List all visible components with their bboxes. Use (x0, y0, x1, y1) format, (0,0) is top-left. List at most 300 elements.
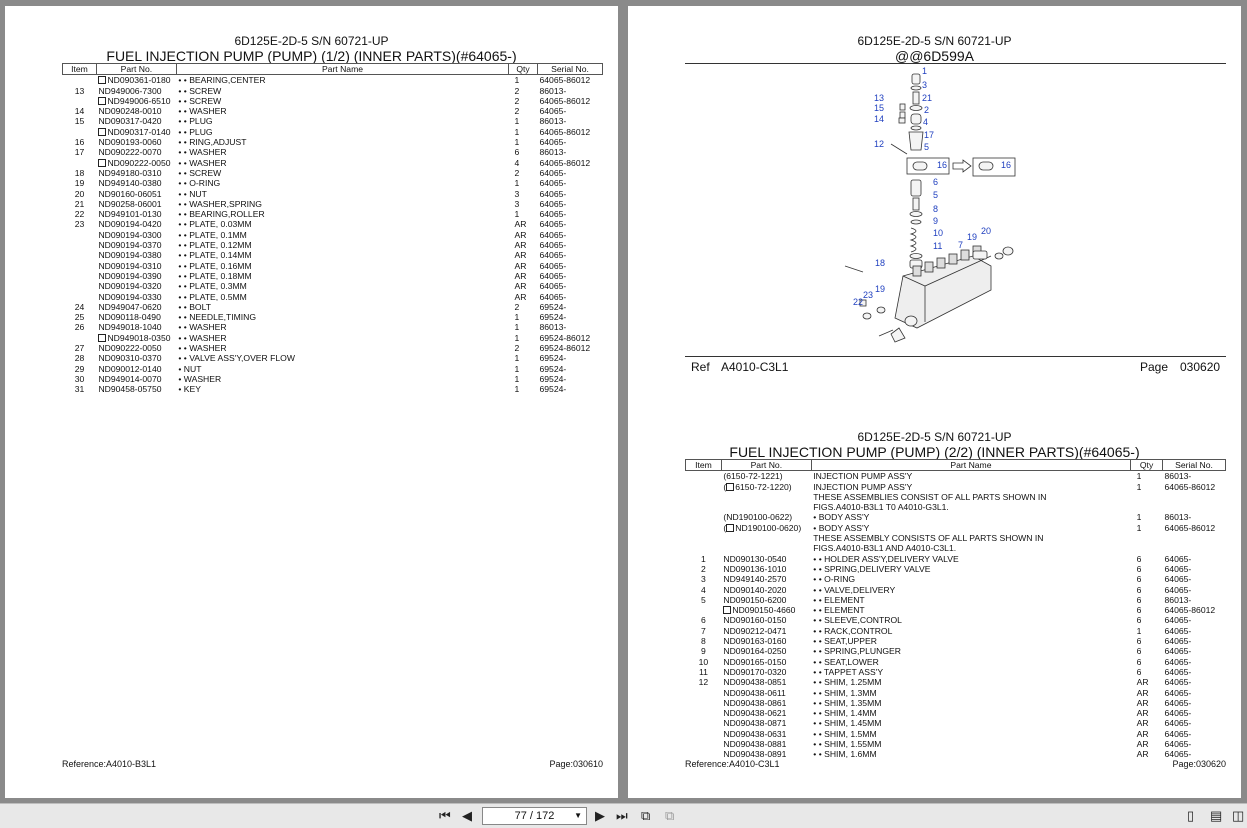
part-name-cell: • • BEARING,ROLLER (178, 209, 265, 220)
qty-cell: AR (1136, 728, 1149, 739)
diagram-callout-label: 16 (1001, 160, 1012, 170)
page-number-select[interactable] (482, 807, 587, 825)
serial-cell: 64065- (1164, 687, 1192, 698)
part-number-cell (96, 137, 176, 147)
part-number: ND090222-0050 (98, 343, 162, 354)
qty-cell: 6 (1136, 615, 1142, 626)
qty-cell: 6 (1136, 666, 1142, 677)
rotate-view-icon[interactable]: ⧉ (641, 808, 651, 823)
part-name-cell: • • SEAT,UPPER (813, 636, 877, 647)
diagram-callout-label: 13 (874, 93, 885, 103)
part-number: ND190100-0620) (735, 522, 802, 533)
checkbox-square-icon (98, 334, 106, 342)
continuous-view-icon[interactable]: ▤ (1210, 808, 1223, 823)
diagram-callout-label: 14 (874, 114, 885, 124)
table-row (686, 667, 1226, 677)
part-name-cell: • • PLATE, 0.1MM (178, 229, 247, 240)
part-name-cell: • KEY (178, 384, 201, 395)
part-name-cell: • • O-RING (178, 178, 221, 189)
part-number-cell (721, 615, 811, 625)
qty-cell: 3 (514, 198, 520, 209)
part-number-cell (96, 364, 176, 374)
qty-cell: AR (514, 291, 527, 302)
part-number: ND90258-06001 (98, 198, 162, 209)
part-number: ND090193-0060 (98, 137, 162, 148)
qty-cell: 2 (514, 106, 520, 117)
part-number-cell (96, 333, 176, 343)
table-row (686, 543, 1226, 553)
part-name-cell: • • PLUG (178, 126, 213, 137)
page-header-model: 6D125E-2D-5 S/N 60721-UP (857, 430, 1012, 444)
serial-cell: 64065- (539, 250, 567, 261)
diagram-header-model: 6D125E-2D-5 S/N 60721-UP (857, 34, 1012, 48)
part-number-cell (96, 178, 176, 188)
part-name-cell: • • WASHER (178, 332, 227, 343)
part-number-cell (721, 543, 811, 553)
serial-cell: 64065- (1164, 656, 1192, 667)
part-number-cell (96, 75, 176, 86)
footer-page: Page:030620 (1172, 759, 1226, 769)
item-cell: 2 (701, 563, 706, 574)
thumbnail-view-icon[interactable]: ⧉ (665, 808, 675, 823)
item-cell: 19 (74, 178, 85, 189)
serial-cell: 86013- (1164, 594, 1192, 605)
serial-cell (1163, 492, 1226, 502)
part-number-cell (96, 292, 176, 302)
part-number-cell (721, 677, 811, 687)
serial-cell (1163, 502, 1226, 512)
viewer-toolbar (0, 803, 1247, 828)
table-row (63, 281, 603, 291)
table-header-row (686, 460, 1226, 471)
qty-cell: 1 (1136, 481, 1142, 492)
serial-cell: 64065- (539, 106, 567, 117)
qty-cell: 1 (514, 75, 520, 86)
checkbox-square-icon (98, 76, 106, 84)
item-cell: 8 (701, 636, 706, 647)
part-name-cell: • • SHIM, 1.55MM (813, 739, 882, 750)
part-number-cell (96, 189, 176, 199)
part-number-cell (96, 116, 176, 126)
part-number-cell (721, 471, 811, 482)
checkbox-square-icon (723, 606, 731, 614)
table-row (63, 106, 603, 116)
ref-value: A4010-C3L1 (721, 360, 789, 374)
qty-cell: 6 (1136, 553, 1142, 564)
item-cell: 24 (74, 301, 85, 312)
part-number-cell (721, 492, 811, 502)
qty-cell: 1 (514, 137, 520, 148)
serial-cell: 64065- (539, 219, 567, 230)
diagram-code: @@6D599A (894, 48, 975, 64)
table-row (63, 86, 603, 96)
diagram-callout-label: 11 (933, 241, 943, 251)
qty-cell: AR (1136, 749, 1149, 760)
table-row (686, 729, 1226, 739)
diagram-callout-label: 3 (922, 80, 928, 90)
serial-cell: 64065- (539, 229, 567, 240)
part-name-cell: • • SEAT,LOWER (813, 656, 879, 667)
serial-cell: 64065- (1164, 708, 1192, 719)
serial-cell: 86013- (539, 85, 567, 96)
part-number: ND949018-0350 (107, 332, 171, 343)
serial-cell: 64065- (1164, 584, 1192, 595)
part-name-cell: • • VALVE,DELIVERY (813, 584, 896, 595)
item-cell (63, 292, 97, 302)
table-row (63, 219, 603, 229)
footer-page: Page:030610 (549, 759, 603, 769)
qty-cell: 1 (1136, 471, 1142, 482)
table-row (686, 585, 1226, 595)
part-name-cell: • • PLATE, 0.12MM (178, 240, 252, 251)
part-name-cell: • • SCREW (178, 95, 222, 106)
prev-page-icon[interactable]: ◀ (462, 808, 472, 823)
serial-cell: 64065- (539, 167, 567, 178)
part-number: ND090012-0140 (98, 363, 162, 374)
part-name-cell: • • ELEMENT (813, 594, 865, 605)
serial-cell: 64065- (1164, 625, 1192, 636)
part-number: ND090317-0140 (107, 126, 171, 137)
serial-cell: 86013- (539, 322, 567, 333)
table-row (63, 271, 603, 281)
serial-cell: 64065- (539, 188, 567, 199)
item-cell (686, 523, 722, 533)
page-label: Page (1140, 360, 1169, 374)
diagram-callout-label: 1 (922, 66, 928, 76)
item-cell: 16 (74, 137, 85, 148)
last-page-icon[interactable]: ⏭ (616, 808, 628, 823)
table-row (63, 343, 603, 353)
table-row (63, 322, 603, 332)
part-number-cell (721, 512, 811, 522)
serial-cell: 64065- (1164, 749, 1192, 760)
qty-cell: AR (514, 240, 527, 251)
item-cell (63, 75, 97, 86)
part-name-cell: • • NUT (178, 188, 207, 199)
item-cell: 17 (74, 147, 85, 158)
checkbox-square-icon (98, 159, 106, 167)
table-row (63, 312, 603, 322)
part-name-cell: • • SHIM, 1.3MM (813, 687, 877, 698)
part-number: ND090163-0160 (723, 636, 787, 647)
table-row (686, 482, 1226, 492)
part-number: (ND190100-0622) (723, 512, 793, 523)
item-cell: 23 (74, 219, 85, 230)
table-row (63, 230, 603, 240)
part-number-cell (96, 127, 176, 137)
qty-cell: 6 (514, 147, 520, 158)
part-name-cell: • • ELEMENT (813, 605, 865, 616)
part-name-cell: • • SHIM, 1.25MM (813, 677, 882, 688)
serial-cell: 64065- (539, 137, 567, 148)
item-cell: 4 (701, 584, 706, 595)
part-number: ND90458-05750 (98, 384, 162, 395)
qty-cell: 1 (1136, 522, 1142, 533)
qty-cell: 6 (1136, 636, 1142, 647)
part-name-cell: • • RING,ADJUST (178, 137, 247, 148)
serial-cell: 64065- (539, 209, 567, 220)
item-cell: 27 (74, 343, 85, 354)
serial-cell: 86013- (539, 116, 567, 127)
qty-cell: 6 (1136, 563, 1142, 574)
part-number: ND090194-0390 (98, 270, 162, 281)
part-name-cell: • BODY ASS'Y (813, 512, 870, 523)
serial-cell: 64065-86012 (1164, 522, 1216, 533)
part-number-cell (96, 250, 176, 260)
diagram-callout-label: 18 (875, 258, 886, 268)
qty-cell: 1 (514, 116, 520, 127)
qty-cell: 1 (514, 384, 520, 395)
part-number-cell (721, 595, 811, 605)
qty-cell: 4 (514, 157, 520, 168)
chevron-down-icon: ▼ (574, 811, 582, 820)
item-cell: 26 (74, 322, 85, 333)
item-cell: 7 (701, 625, 706, 636)
part-number-cell (96, 230, 176, 240)
part-name-cell: • • SHIM, 1.6MM (813, 749, 877, 760)
part-name-cell: • • WASHER,SPRING (178, 198, 262, 209)
table-row (63, 189, 603, 199)
part-name-cell: • • PLUG (178, 116, 213, 127)
part-name-cell: • • WASHER (178, 147, 227, 158)
column-header: Qty (509, 64, 538, 75)
qty-cell: 6 (1136, 584, 1142, 595)
item-cell (686, 729, 722, 739)
serial-cell (1163, 543, 1226, 553)
table-row (686, 708, 1226, 718)
part-name-cell: • • PLATE, 0.16MM (178, 260, 252, 271)
qty-cell: 6 (1136, 656, 1142, 667)
serial-cell: 64065- (1164, 563, 1192, 574)
item-cell (686, 708, 722, 718)
item-cell: 29 (74, 363, 85, 374)
part-number: ND090194-0420 (98, 219, 162, 230)
item-cell (686, 482, 722, 492)
part-number-cell (96, 353, 176, 363)
part-number: ND949047-0620 (98, 301, 162, 312)
table-row (63, 209, 603, 219)
part-number: ND090136-1010 (723, 563, 787, 574)
part-name-cell: • • PLATE, 0.3MM (178, 281, 247, 292)
part-prefix: ( (723, 481, 727, 492)
diagram-callout-label: 19 (967, 232, 978, 242)
part-number-cell (96, 96, 176, 106)
part-number: ND090194-0310 (98, 260, 162, 271)
part-name-cell: INJECTION PUMP ASS'Y (813, 471, 913, 482)
serial-cell: 64065-86012 (539, 157, 591, 168)
part-name-cell: • • PLATE, 0.5MM (178, 291, 247, 302)
serial-cell: 64065-86012 (1164, 605, 1216, 616)
part-number-cell (721, 646, 811, 656)
table-row (63, 127, 603, 137)
serial-cell: 64065- (1164, 677, 1192, 688)
part-number-cell (721, 574, 811, 584)
item-cell (686, 688, 722, 698)
table-header-row (63, 64, 603, 75)
first-page-icon[interactable]: ⏮ (439, 808, 451, 823)
item-cell (63, 230, 97, 240)
page-value: 030620 (1180, 360, 1221, 374)
qty-cell (1131, 533, 1163, 543)
part-number: ND090222-0070 (98, 147, 162, 158)
item-cell (63, 261, 97, 271)
qty-cell (1131, 502, 1163, 512)
item-cell (63, 271, 97, 281)
part-prefix: ( (723, 522, 727, 533)
diagram-callout-label: 7 (958, 240, 964, 250)
item-cell: 18 (74, 167, 85, 178)
item-cell (686, 471, 722, 482)
table-row (63, 240, 603, 250)
serial-cell: 64065- (539, 240, 567, 251)
part-number-cell (721, 636, 811, 646)
table-row (686, 523, 1226, 533)
page-header-model: 6D125E-2D-5 S/N 60721-UP (234, 34, 389, 48)
serial-cell: 64065- (539, 198, 567, 209)
table-row (686, 739, 1226, 749)
table-row (686, 564, 1226, 574)
item-cell: 31 (74, 384, 85, 395)
column-header: Part Name (811, 460, 1130, 471)
two-page-view-icon[interactable]: ◫ (1232, 808, 1245, 823)
serial-cell: 64065-86012 (539, 95, 591, 106)
qty-cell: 1 (1136, 625, 1142, 636)
table-row (686, 626, 1226, 636)
part-number-cell (721, 708, 811, 718)
part-name-cell: • • VALVE ASS'Y,OVER FLOW (178, 353, 295, 364)
serial-cell: 64065- (1164, 615, 1192, 626)
item-cell: 9 (701, 646, 706, 657)
pump-drawing (845, 74, 1015, 342)
part-number: 6150-72-1220) (735, 481, 792, 492)
part-number-cell (96, 219, 176, 229)
part-number-cell (96, 240, 176, 250)
diagram-bottom-rule (685, 356, 1226, 357)
qty-cell: 1 (1136, 512, 1142, 523)
table-row (63, 250, 603, 260)
part-name-cell: • • SHIM, 1.45MM (813, 718, 882, 729)
table-row (63, 384, 603, 394)
item-cell: 20 (74, 188, 85, 199)
diagram-callout-label: 12 (874, 139, 885, 149)
table-row (686, 718, 1226, 728)
item-cell: 21 (74, 198, 85, 209)
serial-cell: 86013- (1164, 512, 1192, 523)
column-header: Part No. (96, 64, 176, 75)
column-header: Part Name (176, 64, 508, 75)
part-number-cell (96, 312, 176, 322)
item-cell (686, 605, 722, 615)
qty-cell: AR (1136, 687, 1149, 698)
diagram-callout-label: 22 (853, 297, 864, 307)
checkbox-square-icon (726, 483, 734, 491)
part-number: ND949140-2570 (723, 574, 787, 585)
serial-cell: 64065-86012 (539, 75, 591, 86)
part-number: ND090438-0631 (723, 728, 787, 739)
item-cell: 15 (74, 116, 85, 127)
ref-label: Ref (691, 360, 710, 374)
part-number: ND090248-0010 (98, 106, 162, 117)
part-name-cell: • • HOLDER ASS'Y,DELIVERY VALVE (813, 553, 959, 564)
part-number-cell (96, 209, 176, 219)
qty-cell: 1 (514, 332, 520, 343)
part-number: ND090194-0380 (98, 250, 162, 261)
part-name-cell: • • BOLT (178, 301, 212, 312)
qty-cell: 6 (1136, 646, 1142, 657)
single-page-view-icon[interactable]: ▯ (1187, 808, 1195, 823)
table-row (63, 168, 603, 178)
qty-cell: 6 (1136, 594, 1142, 605)
diagram-callout-label: 15 (874, 103, 885, 113)
serial-cell: 69524- (539, 353, 567, 364)
table-row (686, 502, 1226, 512)
part-number: ND090140-2020 (723, 584, 787, 595)
column-header: Serial No. (1163, 460, 1226, 471)
part-name-cell: • • TAPPET ASS'Y (813, 666, 884, 677)
table-row (686, 657, 1226, 667)
part-number-cell (721, 502, 811, 512)
item-cell (63, 250, 97, 260)
table-row (63, 96, 603, 106)
part-number: ND090222-0050 (107, 157, 171, 168)
column-header: Item (686, 460, 722, 471)
serial-cell: 69524-86012 (539, 343, 591, 354)
part-number: ND949006-7300 (98, 85, 162, 96)
checkbox-square-icon (98, 128, 106, 136)
serial-cell: 64065- (1164, 666, 1192, 677)
serial-cell: 64065- (1164, 728, 1192, 739)
next-page-icon[interactable]: ▶ (595, 808, 605, 823)
serial-cell: 69524- (539, 312, 567, 323)
table-row (686, 512, 1226, 522)
part-number-cell (96, 384, 176, 394)
qty-cell: AR (514, 229, 527, 240)
table-row (686, 636, 1226, 646)
part-number: ND090194-0300 (98, 229, 162, 240)
column-header: Item (63, 64, 97, 75)
qty-cell: 1 (514, 209, 520, 220)
qty-cell: 1 (514, 373, 520, 384)
qty-cell: 1 (514, 322, 520, 333)
qty-cell: AR (1136, 697, 1149, 708)
part-number-cell (96, 322, 176, 332)
part-number: ND090130-0540 (723, 553, 787, 564)
serial-cell: 86013- (539, 147, 567, 158)
table-row (63, 158, 603, 168)
table-row (63, 75, 603, 86)
item-cell (686, 533, 722, 543)
part-number-cell (96, 281, 176, 291)
part-name-cell: THESE ASSEMBLY CONSISTS OF ALL PARTS SHOWN IN (813, 533, 1044, 544)
part-number: ND090164-0250 (723, 646, 787, 657)
diagram-callout-label: 23 (863, 290, 874, 300)
table-row (686, 615, 1226, 625)
part-number: ND090150-4660 (732, 605, 796, 616)
table-row (686, 698, 1226, 708)
part-name-cell: • • PLATE, 0.14MM (178, 250, 252, 261)
table-row (686, 492, 1226, 502)
part-name-cell: • • WASHER (178, 343, 227, 354)
part-number-cell (721, 564, 811, 574)
qty-cell: 1 (514, 312, 520, 323)
part-number-cell (721, 554, 811, 564)
serial-cell: 64065-86012 (539, 126, 591, 137)
table-row (63, 353, 603, 363)
part-name-cell: • • SLEEVE,CONTROL (813, 615, 902, 626)
serial-cell: 64065-86012 (1164, 481, 1216, 492)
item-cell (686, 512, 722, 522)
part-name-cell: • • SCREW (178, 85, 222, 96)
